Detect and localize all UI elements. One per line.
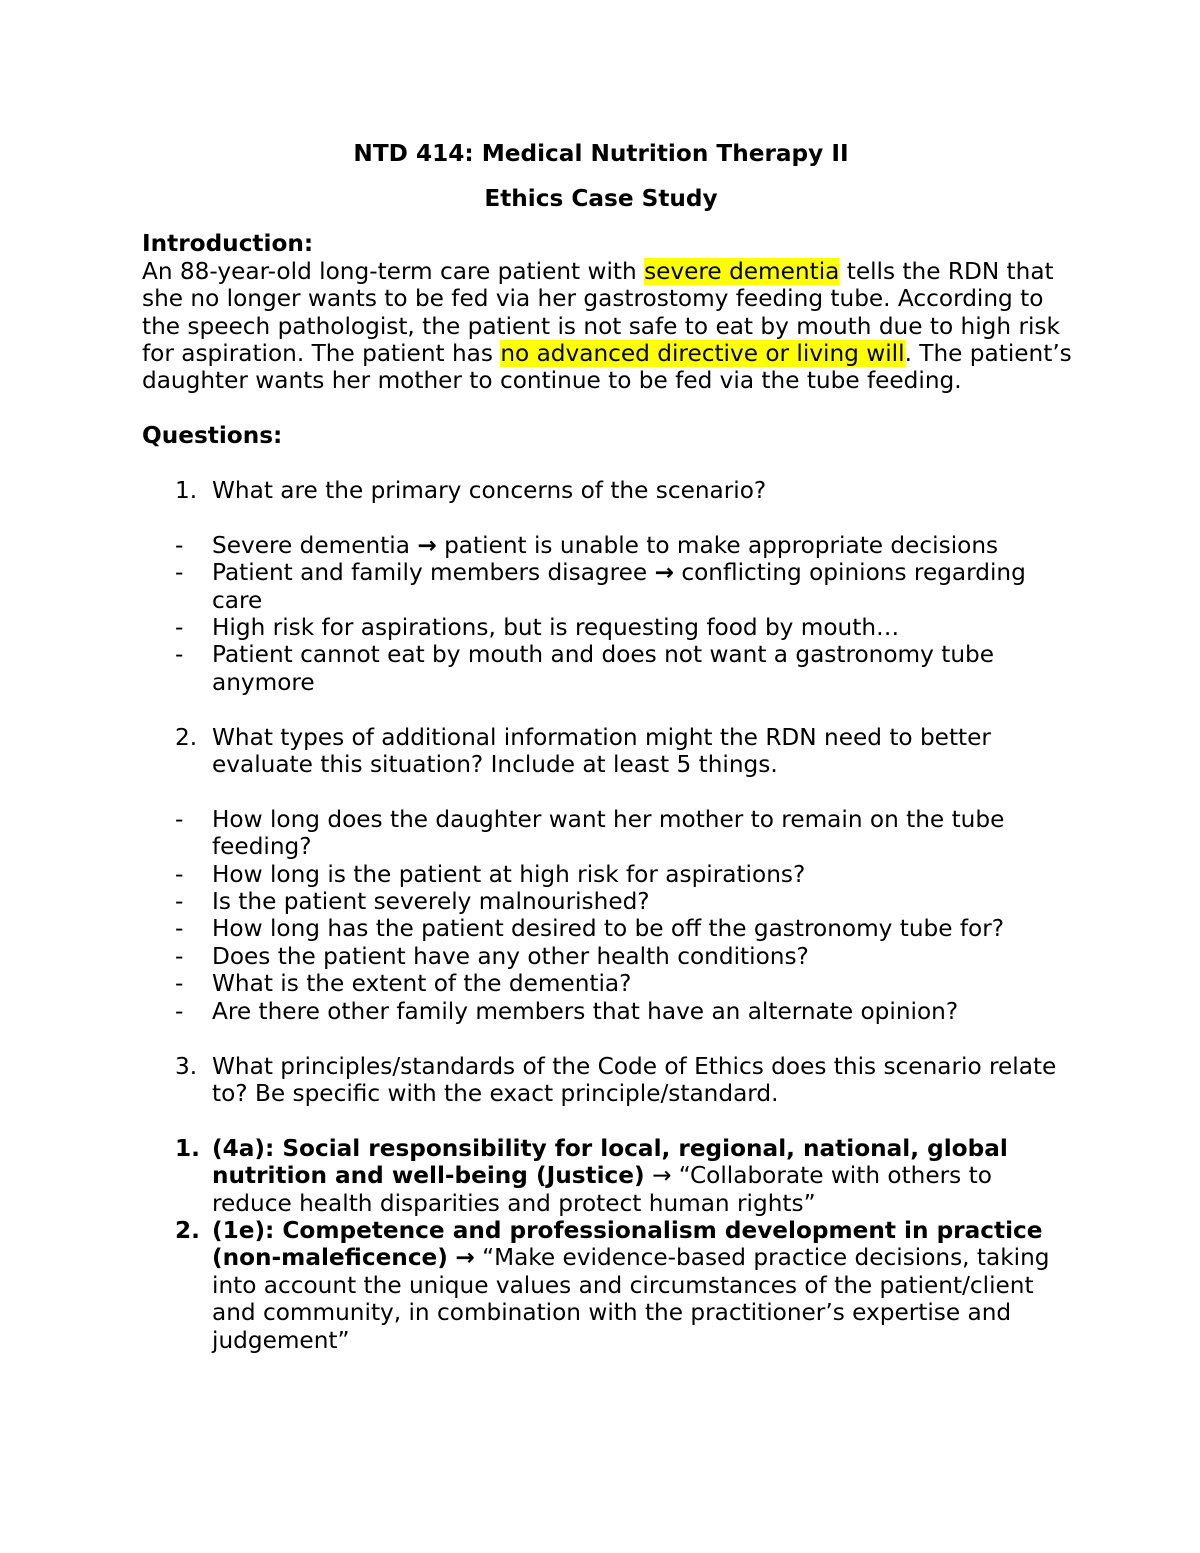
list-item: - Severe dementia → patient is unable to make appropriate decisions [175,531,999,559]
list-item: - How long is the patient at high risk for aspirations? [175,860,806,888]
dash-bullet: - [175,888,184,916]
question-number: 1. [175,477,198,505]
document-body [142,140,1072,1354]
principle-title: (4a): Social responsibility for local, regional, national, global nutrition and well-being (Justice) [212,1134,1008,1190]
principle-title: (1e): Competence and professionalism development in practice (non-maleficence) [212,1216,1043,1272]
principle-number: 1. [175,1134,200,1162]
principle-2 [142,1217,1072,1354]
list-item: - How long does the daughter want her mother to remain on the tube feeding? [175,805,1005,861]
list-item: - Is the patient severely malnourished? [175,888,650,916]
arrow-icon: → [455,1244,475,1272]
list-item: - What is the extent of the dementia? [175,970,632,998]
intro-text-3: . The patient’s daughter wants her mother to continue to be fed via the tube feeding. [142,340,1072,395]
dash-bullet: - [175,942,184,970]
highlight-no-directive: no advanced directive or living will [500,340,905,368]
question-number: 3. [175,1052,198,1080]
arrow-icon: → [651,1162,672,1190]
list-item: - High risk for aspirations, but is requesting food by mouth… [175,614,900,642]
dash-bullet: - [175,970,184,998]
dash-bullet: - [175,614,184,642]
list-item: - Are there other family members that have an alternate opinion? [175,997,959,1025]
principle-quote: “Collaborate with others to reduce health disparities and protect human rights” [212,1162,992,1217]
dash-bullet: - [175,915,184,943]
dash-bullet: - [175,805,184,833]
intro-text-2: tells the RDN that she no longer wants to be fed via her gastrostomy feeding tube. According to the speech pathologist, the patient is not safe to eat by mouth due to high risk for aspiration. The patient has [142,257,1060,368]
question-number: 2. [175,723,198,751]
highlight-severe-dementia: severe dementia [644,257,840,285]
list-item: - How long has the patient desired to be off the gastronomy tube for? [175,915,1005,943]
dash-bullet: - [175,641,184,669]
list-item: - Patient and family members disagree → conflicting opinions regarding care [175,559,1026,614]
dash-bullet: - [175,531,184,559]
dash-bullet: - [175,559,184,587]
arrow-icon: → [654,559,674,587]
principle-number: 2. [175,1216,200,1244]
questions-heading: Questions: [142,422,283,450]
introduction-heading: Introduction: [142,230,314,258]
question-1 [142,477,1072,504]
list-item: - Does the patient have any other health conditions? [175,942,809,970]
document-title: NTD 414: Medical Nutrition Therapy II [353,140,849,167]
question-text: What types of additional information might the RDN need to better evaluate this situation? Include at least 5 things. [212,723,991,779]
intro-text-1: An 88-year-old long-term care patient with [142,257,645,285]
dash-bullet: - [175,860,184,888]
question-text: What are the primary concerns of the scenario? [212,477,767,505]
dash-bullet: - [175,997,184,1025]
document-subtitle: Ethics Case Study [484,185,718,212]
question-3 [142,1053,1072,1108]
principle-quote: “Make evidence-based practice decisions, taking into account the unique values and circumstances of the patient/client and community, in combination with the practitioner’s expertise and judgement” [212,1244,1050,1354]
list-item: - Patient cannot eat by mouth and does not want a gastronomy tube anymore [175,641,994,696]
question-text: What principles/standards of the Code of Ethics does this scenario relate to? Be specific with the exact principle/standard. [212,1052,1057,1107]
question-2 [142,724,1072,779]
principle-1 [142,1135,1072,1217]
introduction-paragraph [142,258,1072,395]
arrow-icon: → [417,531,437,559]
